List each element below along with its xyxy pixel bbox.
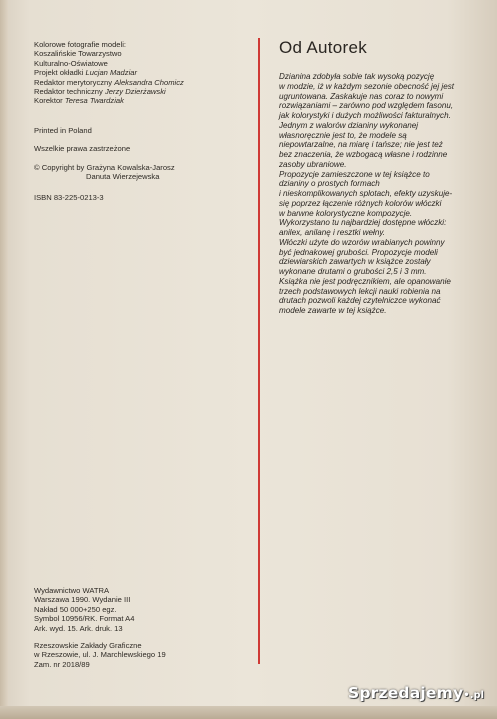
red-divider-line <box>258 38 260 664</box>
article-line: w modzie, iż w każdym sezonie obecność jej jest <box>279 81 454 91</box>
imprint-line: Wydawnictwo WATRA <box>34 586 110 595</box>
article-line: Wykorzystano tu najbardziej dostępne włóczki: <box>279 218 447 228</box>
watermark-name: Sprzedajemy <box>348 684 464 702</box>
article-line: trzech podstawowych lekcji nauki robienia na <box>279 286 441 296</box>
credit-tech-editor-label: Redaktor techniczny <box>34 87 103 97</box>
article-line: Dzianina zdobyła sobie tak wysoką pozycję <box>279 72 435 81</box>
credit-proofreader <box>34 96 244 105</box>
rights-reserved: Wszelkie prawa zastrzeżone <box>34 144 131 154</box>
article-line: niepowtarzalne, na miarę i tańsze; nie jest też <box>279 140 443 150</box>
credit-editor-name: Aleksandra Chomicz <box>114 77 184 87</box>
imprint-line: Ark. wyd. 15. Ark. druk. 13 <box>34 623 123 633</box>
watermark-dot: • <box>463 690 470 701</box>
isbn: ISBN 83-225-0213-3 <box>34 193 104 203</box>
watermark-tld: .pl <box>469 690 485 701</box>
article-line: drutach pozwoli każdej czytelniczce wykonać <box>279 296 441 306</box>
article-line: się poprzez łączenie różnych kolorów włóczki <box>279 198 442 208</box>
article-line: i nieskomplikowanych splotach, efekty uzyskuje- <box>279 189 453 198</box>
article-line: dziewiarskich zawartych w książce zostały <box>279 257 431 267</box>
article-line: anilex, anilanę i resztki wełny. <box>279 228 386 237</box>
credit-photos-line: Kulturalno-Oświatowe <box>34 58 108 68</box>
article-line: Propozycje zamieszczone w tej książce to <box>279 169 430 179</box>
credit-photos-line: Kolorowe fotografie modeli: <box>34 40 127 49</box>
copyright-line: © Copyright by Grażyna Kowalska-Jarosz <box>34 162 175 172</box>
copyright-line: Danuta Wierzejewska <box>86 172 160 182</box>
credit-proofreader-label: Korektor <box>34 96 63 106</box>
credit-editor-label: Redaktor merytoryczny <box>34 77 113 87</box>
article-line: Książka nie jest podręcznikiem, ale opanowanie <box>279 276 451 286</box>
credit-photos-line: Koszalińskie Towarzystwo <box>34 49 122 59</box>
article-line: własnoręcznie jest to, że modele są <box>279 130 407 140</box>
imprint-line: Symbol 10956/RK. Format A4 <box>34 614 135 624</box>
article-line: dzianiny o prostych formach <box>279 179 380 189</box>
imprint-line: Nakład 50 000+250 egz. <box>34 604 117 614</box>
article-line: Włóczki użyte do wzorów wrabianych powinny <box>279 237 445 247</box>
credit-cover-name: Lucjan Madziar <box>85 68 138 78</box>
article-line: bez znaczenia, że wzbogacą własne i rodzinne <box>279 150 448 159</box>
article-line: zasoby ubraniowe. <box>279 159 347 169</box>
credit-editor <box>34 78 244 87</box>
credit-tech-editor <box>34 87 244 96</box>
imprint-block <box>34 586 234 669</box>
article-title: Od Autorek <box>279 38 368 57</box>
credit-proofreader-name: Teresa Twardziak <box>64 96 124 106</box>
page-bottom-edge <box>0 706 497 719</box>
watermark-logo <box>348 684 484 702</box>
article-line: wykonane drutami o grubości 2,5 i 3 mm. <box>279 267 427 276</box>
article-line: w barwne kolorystyczne kompozycje. <box>279 208 413 218</box>
credits-block <box>34 40 244 203</box>
article-line: rozwiązaniami – zarówno pod względem fasonu, <box>279 101 454 111</box>
credit-cover <box>34 68 244 77</box>
printer-line: Zam. nr 2018/89 <box>34 659 90 669</box>
article-line: ugruntowana. Zaskakuje nas coraz to nowymi <box>279 91 444 101</box>
article-line: być jednakowej grubości. Propozycje modeli <box>279 247 438 257</box>
article-line: modele zawarte w tej książce. <box>279 306 387 315</box>
article-line: jak kolorystyki i dużych możliwości fakturalnych. <box>279 111 451 120</box>
article-line: Jednym z walorów dzianiny wykonanej <box>279 120 419 130</box>
page-spine-shadow <box>0 0 8 719</box>
article-body <box>279 72 494 316</box>
printer-line: Rzeszowskie Zakłady Graficzne <box>34 641 142 651</box>
credit-tech-editor-name: Jerzy Dzierżawski <box>104 87 166 97</box>
credit-cover-label: Projekt okładki <box>34 68 84 78</box>
imprint-line: Warszawa 1990. Wydanie III <box>34 595 131 605</box>
printed-in: Printed in Poland <box>34 125 92 135</box>
printer-line: w Rzeszowie, ul. J. Marchlewskiego 19 <box>34 650 166 660</box>
